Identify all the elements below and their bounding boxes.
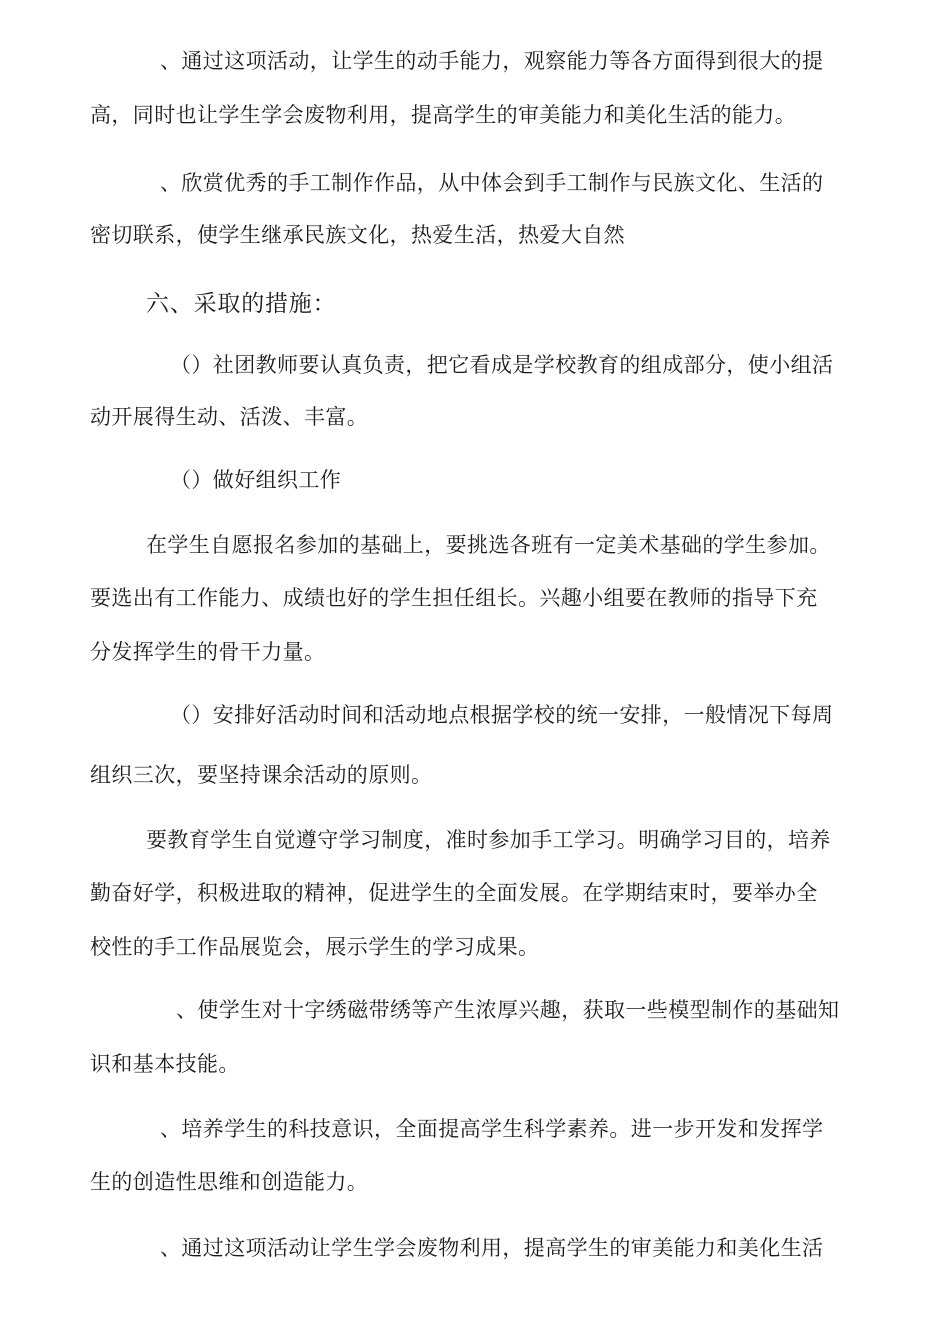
paragraph-9-line-2: 识和基本技能。 bbox=[90, 1052, 240, 1076]
paragraph-9-line-1: 、使学生对十字绣磁带绣等产生浓厚兴趣，获取一些模型制作的基础知 bbox=[176, 998, 840, 1022]
paragraph-5-line-1: （）做好组织工作 bbox=[170, 468, 342, 492]
paragraph-6-line-1: 在学生自愿报名参加的基础上，要挑选各班有一定美术基础的学生参加。 bbox=[146, 533, 831, 557]
paragraph-1-line-2: 高，同时也让学生学会废物利用，提高学生的审美能力和美化生活的能力。 bbox=[90, 103, 797, 127]
paragraph-2-line-1: 、欣赏优秀的手工制作作品，从中体会到手工制作与民族文化、生活的 bbox=[160, 171, 824, 195]
paragraph-8-line-2: 勤奋好学，积极进取的精神，促进学生的全面发展。在学期结束时，要举办全 bbox=[90, 881, 818, 905]
paragraph-8-line-1: 要教育学生自觉遵守学习制度，准时参加手工学习。明确学习目的，培养 bbox=[146, 828, 831, 852]
paragraph-11-line-1: 、通过这项活动让学生学会废物利用，提高学生的审美能力和美化生活 bbox=[160, 1236, 824, 1260]
paragraph-4-line-2: 动开展得生动、活泼、丰富。 bbox=[90, 405, 369, 429]
section-heading-measures: 六、采取的措施： bbox=[146, 291, 337, 317]
paragraph-1-line-1: 、通过这项活动，让学生的动手能力，观察能力等各方面得到很大的提 bbox=[160, 49, 824, 73]
paragraph-2-line-2: 密切联系，使学生继承民族文化，热爱生活，热爱大自然 bbox=[90, 223, 625, 247]
paragraph-6-line-2: 要选出有工作能力、成绩也好的学生担任组长。兴趣小组要在教师的指导下充 bbox=[90, 586, 818, 610]
paragraph-4-line-1: （）社团教师要认真负责，把它看成是学校教育的组成部分，使小组活 bbox=[170, 353, 834, 377]
paragraph-10-line-1: 、培养学生的科技意识，全面提高学生科学素养。进一步开发和发挥学 bbox=[160, 1117, 824, 1141]
paragraph-7-line-2: 组织三次，要坚持课余活动的原则。 bbox=[90, 763, 433, 787]
paragraph-7-line-1: （）安排好活动时间和活动地点根据学校的统一安排，一般情况下每周 bbox=[170, 703, 834, 727]
paragraph-10-line-2: 生的创造性思维和创造能力。 bbox=[90, 1170, 369, 1194]
paragraph-8-line-3: 校性的手工作品展览会，展示学生的学习成果。 bbox=[90, 935, 540, 959]
paragraph-6-line-3: 分发挥学生的骨干力量。 bbox=[90, 640, 326, 664]
